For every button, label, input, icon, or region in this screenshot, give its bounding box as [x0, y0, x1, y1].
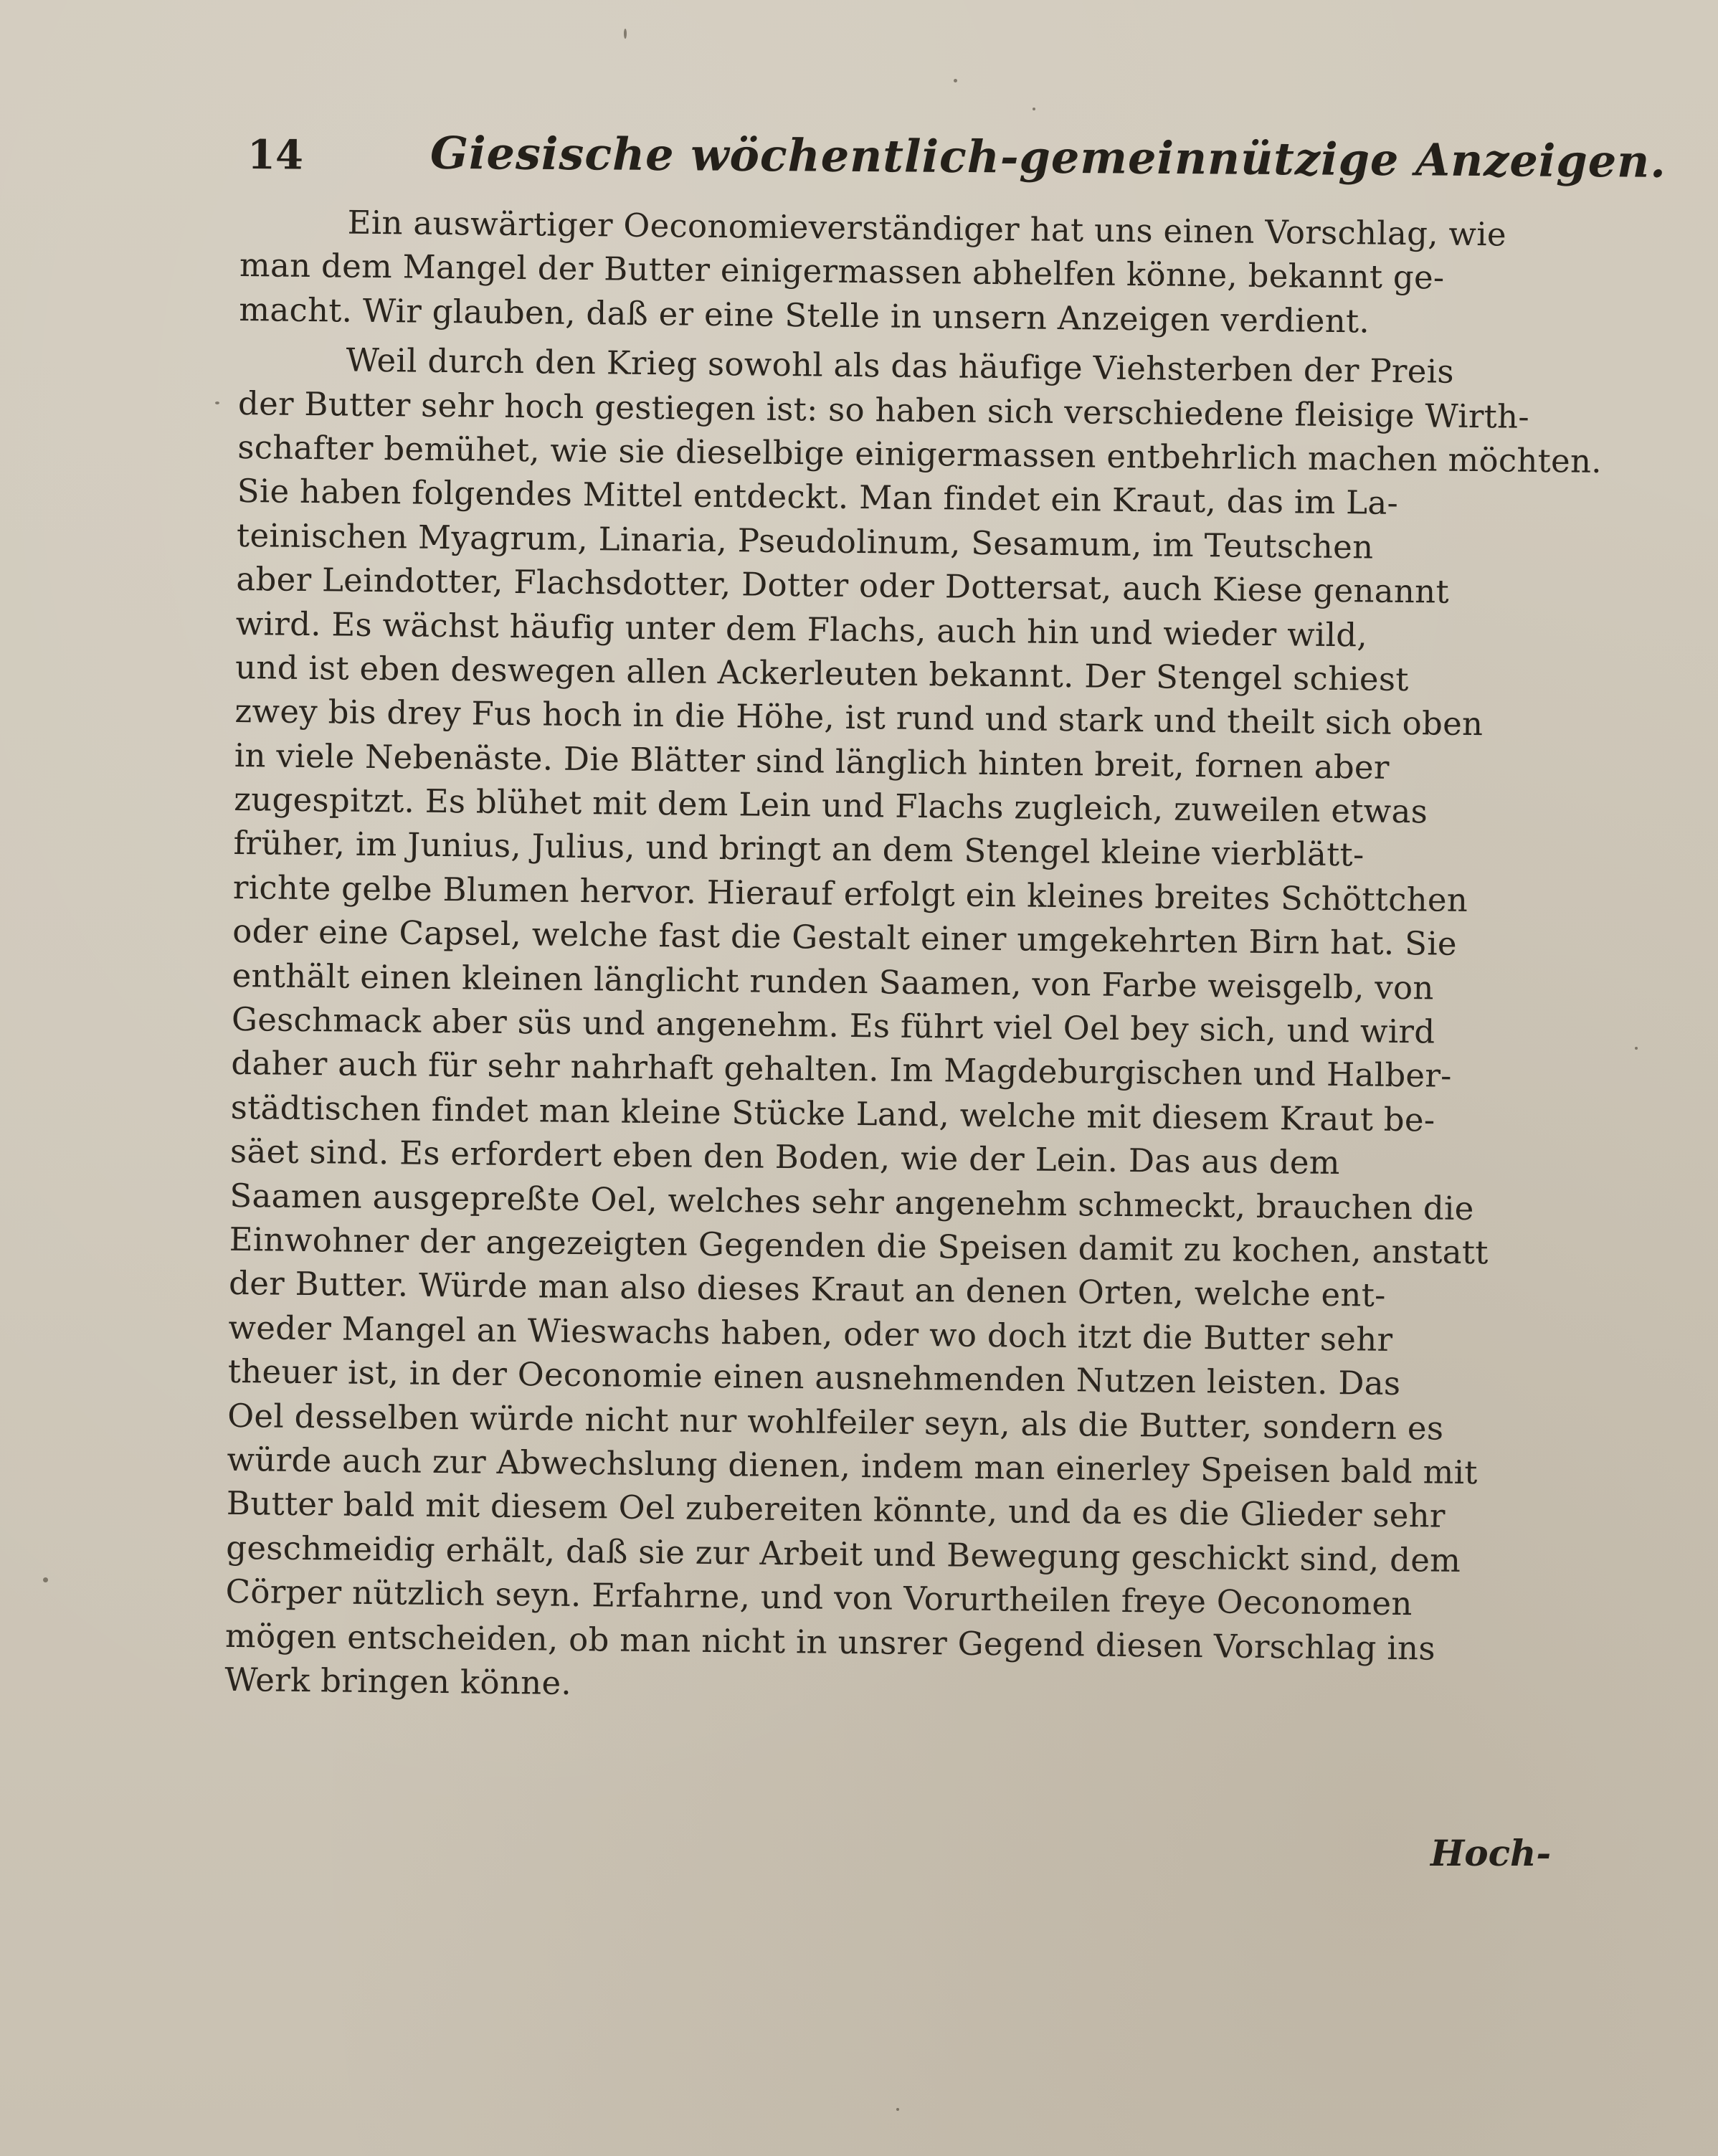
text-line: Weil durch den Krieg sowohl als das häufige Viehsterben der Preis — [346, 341, 1455, 391]
text-line: Oel desselben würde nicht nur wohlfeiler seyn, als die Butter, sondern es — [227, 1396, 1444, 1448]
page-header — [247, 125, 1667, 198]
page-number: 14 — [247, 131, 304, 179]
text-line: früher, im Junius, Julius, und bringt an dem Stengel kleine vierblätt- — [233, 824, 1365, 874]
text-line: städtischen findet man kleine Stücke Land, welche mit diesem Kraut be- — [230, 1088, 1435, 1139]
text-line: richte gelbe Blumen hervor. Hierauf erfolgt ein kleines breites Schöttchen — [232, 868, 1468, 919]
text-line: theuer ist, in der Oeconomie einen ausnehmenden Nutzen leisten. Das — [227, 1352, 1401, 1403]
paragraph-1 — [239, 199, 1588, 346]
text-line: zwey bis drey Fus hoch in die Höhe, ist rund und stark und theilt sich oben — [234, 692, 1484, 744]
text-line: daher auch für sehr nahrhaft gehalten. Im Magdeburgischen und Halber- — [231, 1044, 1452, 1096]
running-title: Giesische wöchentlich-gemeinnützige Anzeigen. — [430, 126, 1667, 188]
text-line: aber Leindotter, Flachsdotter, Dotter oder Dottersat, auch Kiese genannt — [236, 560, 1450, 611]
text-line: Sie haben folgendes Mittel entdeckt. Man findet ein Kraut, das im La- — [237, 472, 1399, 523]
text-line: geschmeidig erhält, daß sie zur Arbeit und Bewegung geschickt sind, dem — [226, 1528, 1461, 1580]
catchword: Hoch- — [1430, 1832, 1552, 1874]
text-line: schafter bemühet, wie sie dieselbige einigermassen entbehrlich machen möchten. — [237, 427, 1603, 480]
text-line: Einwohner der angezeigten Gegenden die Speisen damit zu kochen, anstatt — [229, 1220, 1489, 1272]
text-line: der Butter. Würde man also dieses Kraut an denen Orten, welche ent- — [228, 1264, 1386, 1315]
text-line: zugespitzt. Es blühet mit dem Lein und Flachs zugleich, zuweilen etwas — [233, 780, 1428, 831]
text-line: wird. Es wächst häufig unter dem Flachs, auch hin und wieder wild, — [235, 604, 1368, 655]
paragraph-2 — [224, 337, 1603, 1716]
text-line: weder Mangel an Wieswachs haben, oder wo doch itzt die Butter sehr — [228, 1308, 1393, 1359]
text-line: Saamen ausgepreßte Oel, welches sehr angenehm schmeckt, brauchen die — [229, 1176, 1474, 1227]
text-line: macht. Wir glauben, daß er eine Stelle in unsern Anzeigen verdient. — [239, 290, 1370, 341]
text-line: in viele Nebenäste. Die Blätter sind länglich hinten breit, fornen aber — [234, 736, 1390, 787]
text-line: mögen entscheiden, ob man nicht in unsrer Gegend diesen Vorschlag ins — [224, 1616, 1436, 1668]
text-line: enthält einen kleinen länglicht runden Saamen, von Farbe weisgelb, von — [232, 956, 1435, 1007]
text-line: der Butter sehr hoch gestiegen ist: so haben sich verschiedene fleisige Wirth- — [237, 384, 1530, 436]
text-line: Cörper nützlich seyn. Erfahrne, und von Vorurtheilen freye Oeconomen — [225, 1572, 1413, 1623]
text-line: würde auch zur Abwechslung dienen, indem man einerley Speisen bald mit — [227, 1440, 1478, 1492]
text-line: Geschmack aber süs und angenehm. Es führt viel Oel bey sich, und wird — [231, 999, 1435, 1051]
text-line: Butter bald mit diesem Oel zubereiten könnte, und da es die Glieder sehr — [226, 1484, 1446, 1536]
text-line: man dem Mangel der Butter einigermassen abhelfen könne, bekannt ge- — [239, 246, 1445, 297]
text-line: Werk bringen könne. — [224, 1660, 572, 1702]
article-body — [224, 199, 1603, 1716]
text-line: und ist eben deswegen allen Ackerleuten bekannt. Der Stengel schiest — [234, 647, 1409, 699]
text-line: säet sind. Es erfordert eben den Boden, wie der Lein. Das aus dem — [229, 1132, 1341, 1182]
text-line: oder eine Capsel, welche fast die Gestalt einer umgekehrten Birn hat. Sie — [232, 912, 1458, 964]
text-line: teinischen Myagrum, Linaria, Pseudolinum, Sesamum, im Teutschen — [236, 516, 1374, 566]
text-line: Ein auswärtiger Oeconomieverständiger hat uns einen Vorschlag, wie — [347, 203, 1507, 254]
